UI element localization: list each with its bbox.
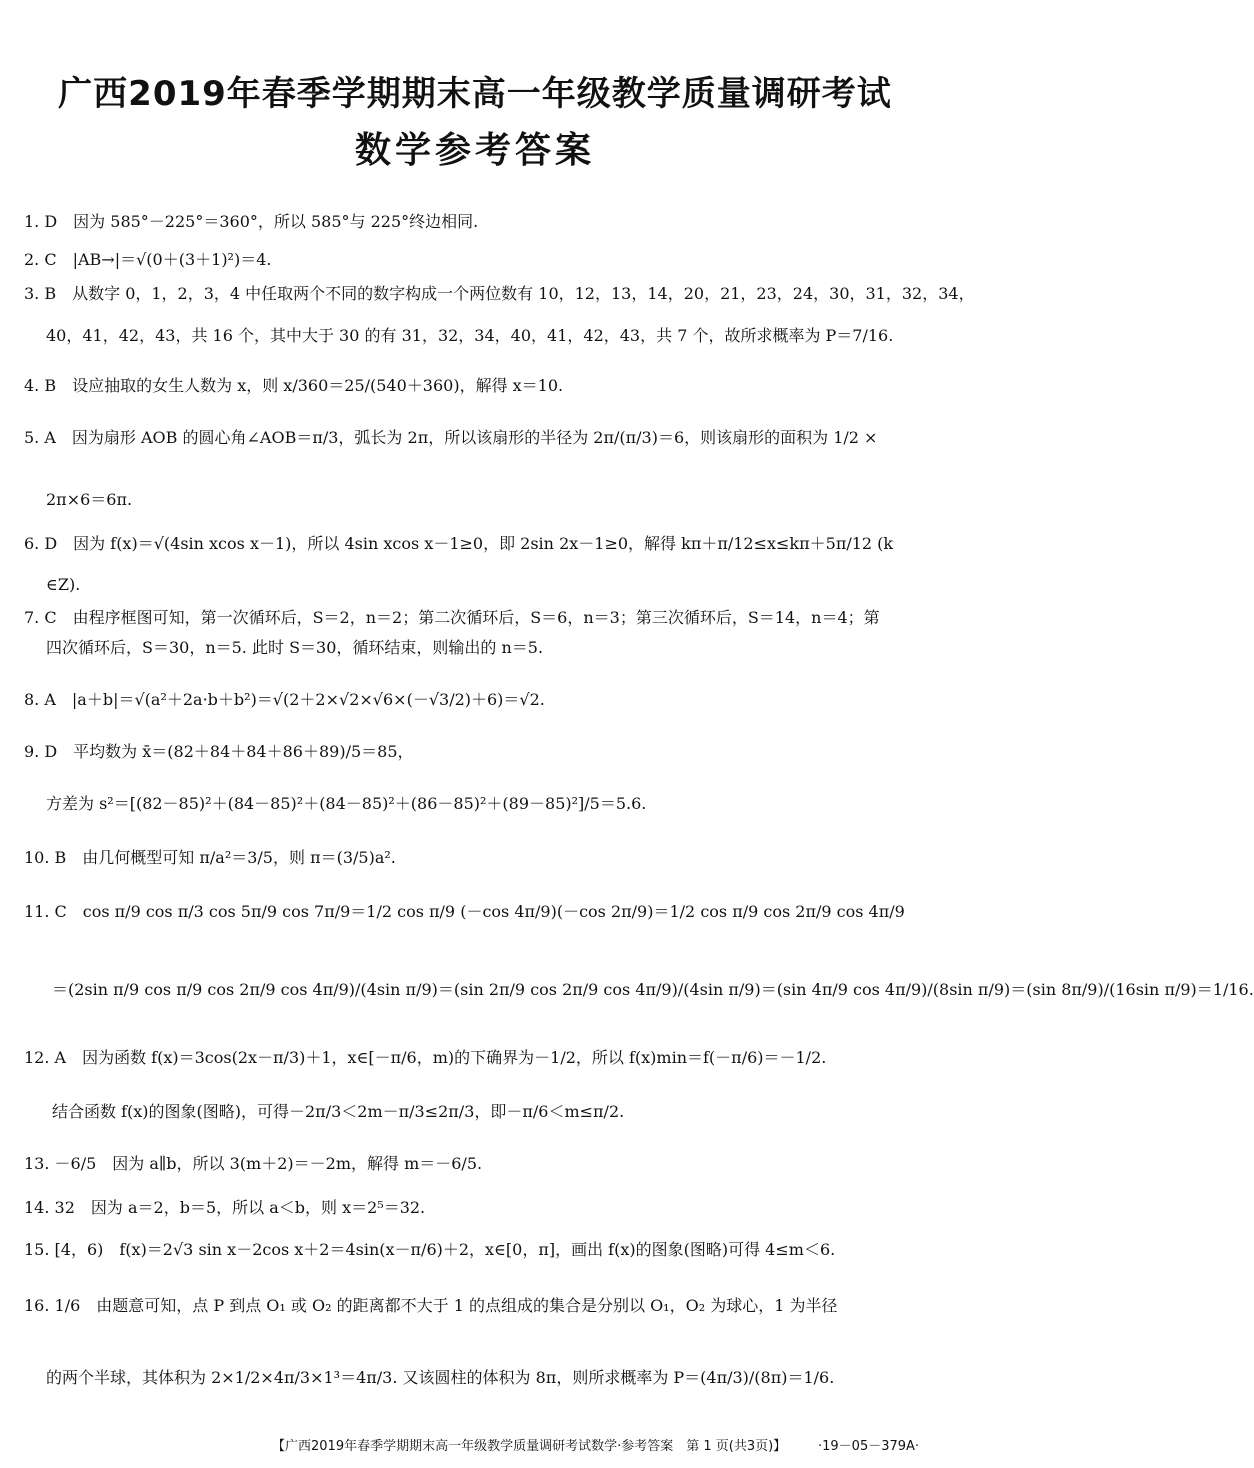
answer-10: 10. B 由几何概型可知 π/a²＝3/5，则 π＝(3/5)a². <box>24 848 396 867</box>
answer-16-cont: 的两个半球，其体积为 2×1/2×4π/3×1³＝4π/3. 又该圆柱的体积为 8π，则所求概率为 P＝(4π/3)/(8π)＝1/6. <box>46 1368 835 1387</box>
footer-code: ·19－05－379A· <box>818 1439 920 1454</box>
answer-2: 2. C |AB→|＝√(0＋(3＋1)²)＝4. <box>24 250 272 269</box>
answer-11-cont: ＝(2sin π/9 cos π/9 cos 2π/9 cos 4π/9)/(4sin π/9)＝(sin 2π/9 cos 2π/9 cos 4π/9)/(4sin π/9)＝(sin 4π/9 cos 4π/9)/(8sin π/9)＝(sin 8π/9)/(16sin π/9)＝1/16. <box>52 980 1254 999</box>
answer-9-cont: 方差为 s²＝[(82－85)²＋(84－85)²＋(84－85)²＋(86－85)²＋(89－85)²]/5＝5.6. <box>46 794 647 813</box>
answer-6-cont: ∈Z). <box>46 575 81 594</box>
answer-6: 6. D 因为 f(x)＝√(4sin xcos x－1)，所以 4sin xcos x－1≥0，即 2sin 2x－1≥0，解得 kπ＋π/12≤x≤kπ＋5π/12 (k <box>24 534 894 553</box>
answer-1: 1. D 因为 585°－225°＝360°，所以 585°与 225°终边相同. <box>24 212 479 231</box>
answer-3-cont: 40，41，42，43，共 16 个，其中大于 30 的有 31，32，34，40，41，42，43，共 7 个，故所求概率为 P＝7/16. <box>46 326 894 345</box>
answer-9: 9. D 平均数为 x̄＝(82＋84＋84＋86＋89)/5＝85， <box>24 742 414 761</box>
footer-text: 【广西2019年春季学期期末高一年级教学质量调研考试数学·参考答案 第 1 页(共3页)】 <box>272 1439 787 1454</box>
answer-3: 3. B 从数字 0，1，2，3，4 中任取两个不同的数字构成一个两位数有 10，12，13，14，20，21，23，24，30，31，32，34， <box>24 284 975 303</box>
page-subtitle: 数学参考答案 <box>354 130 595 171</box>
answer-11: 11. C cos π/9 cos π/3 cos 5π/9 cos 7π/9＝1/2 cos π/9 (－cos 4π/9)(－cos 2π/9)＝1/2 cos π/9 cos 2π/9 cos 4π/9 <box>24 902 905 921</box>
answer-7-cont: 四次循环后，S＝30，n＝5. 此时 S＝30，循环结束，则输出的 n＝5. <box>46 638 544 657</box>
answer-14: 14. 32 因为 a＝2，b＝5，所以 a＜b，则 x＝2⁵＝32. <box>24 1198 426 1217</box>
answer-15: 15. [4，6) f(x)＝2√3 sin x－2cos x＋2＝4sin(x－π/6)＋2，x∈[0，π]，画出 f(x)的图象(图略)可得 4≤m＜6. <box>24 1240 836 1259</box>
answer-8: 8. A |a＋b|＝√(a²＋2a·b＋b²)＝√(2＋2×√2×√6×(－√3/2)＋6)＝√2. <box>24 690 545 709</box>
answer-5-cont: 2π×6＝6π. <box>46 490 133 509</box>
answer-4: 4. B 设应抽取的女生人数为 x，则 x/360＝25/(540＋360)，解得 x＝10. <box>24 376 564 395</box>
answer-12: 12. A 因为函数 f(x)＝3cos(2x－π/3)＋1，x∈[－π/6，m)的下确界为－1/2，所以 f(x)min＝f(－π/6)＝－1/2. <box>24 1048 827 1067</box>
answer-13: 13. －6/5 因为 a∥b，所以 3(m＋2)＝－2m，解得 m＝－6/5. <box>24 1154 483 1173</box>
answer-5: 5. A 因为扇形 AOB 的圆心角∠AOB＝π/3，弧长为 2π，所以该扇形的半径为 2π/(π/3)＝6，则该扇形的面积为 1/2 × <box>24 428 878 447</box>
page-title: 广西2019年春季学期期末高一年级教学质量调研考试 <box>58 74 892 114</box>
answer-12-cont: 结合函数 f(x)的图象(图略)，可得－2π/3＜2m－π/3≤2π/3，即－π/6＜m≤π/2. <box>52 1102 625 1121</box>
answer-16: 16. 1/6 由题意可知，点 P 到点 O₁ 或 O₂ 的距离都不大于 1 的点组成的集合是分别以 O₁，O₂ 为球心，1 为半径 <box>24 1296 838 1315</box>
answer-7: 7. C 由程序框图可知，第一次循环后，S＝2，n＝2；第二次循环后，S＝6，n＝3；第三次循环后，S＝14，n＝4；第 <box>24 608 880 627</box>
